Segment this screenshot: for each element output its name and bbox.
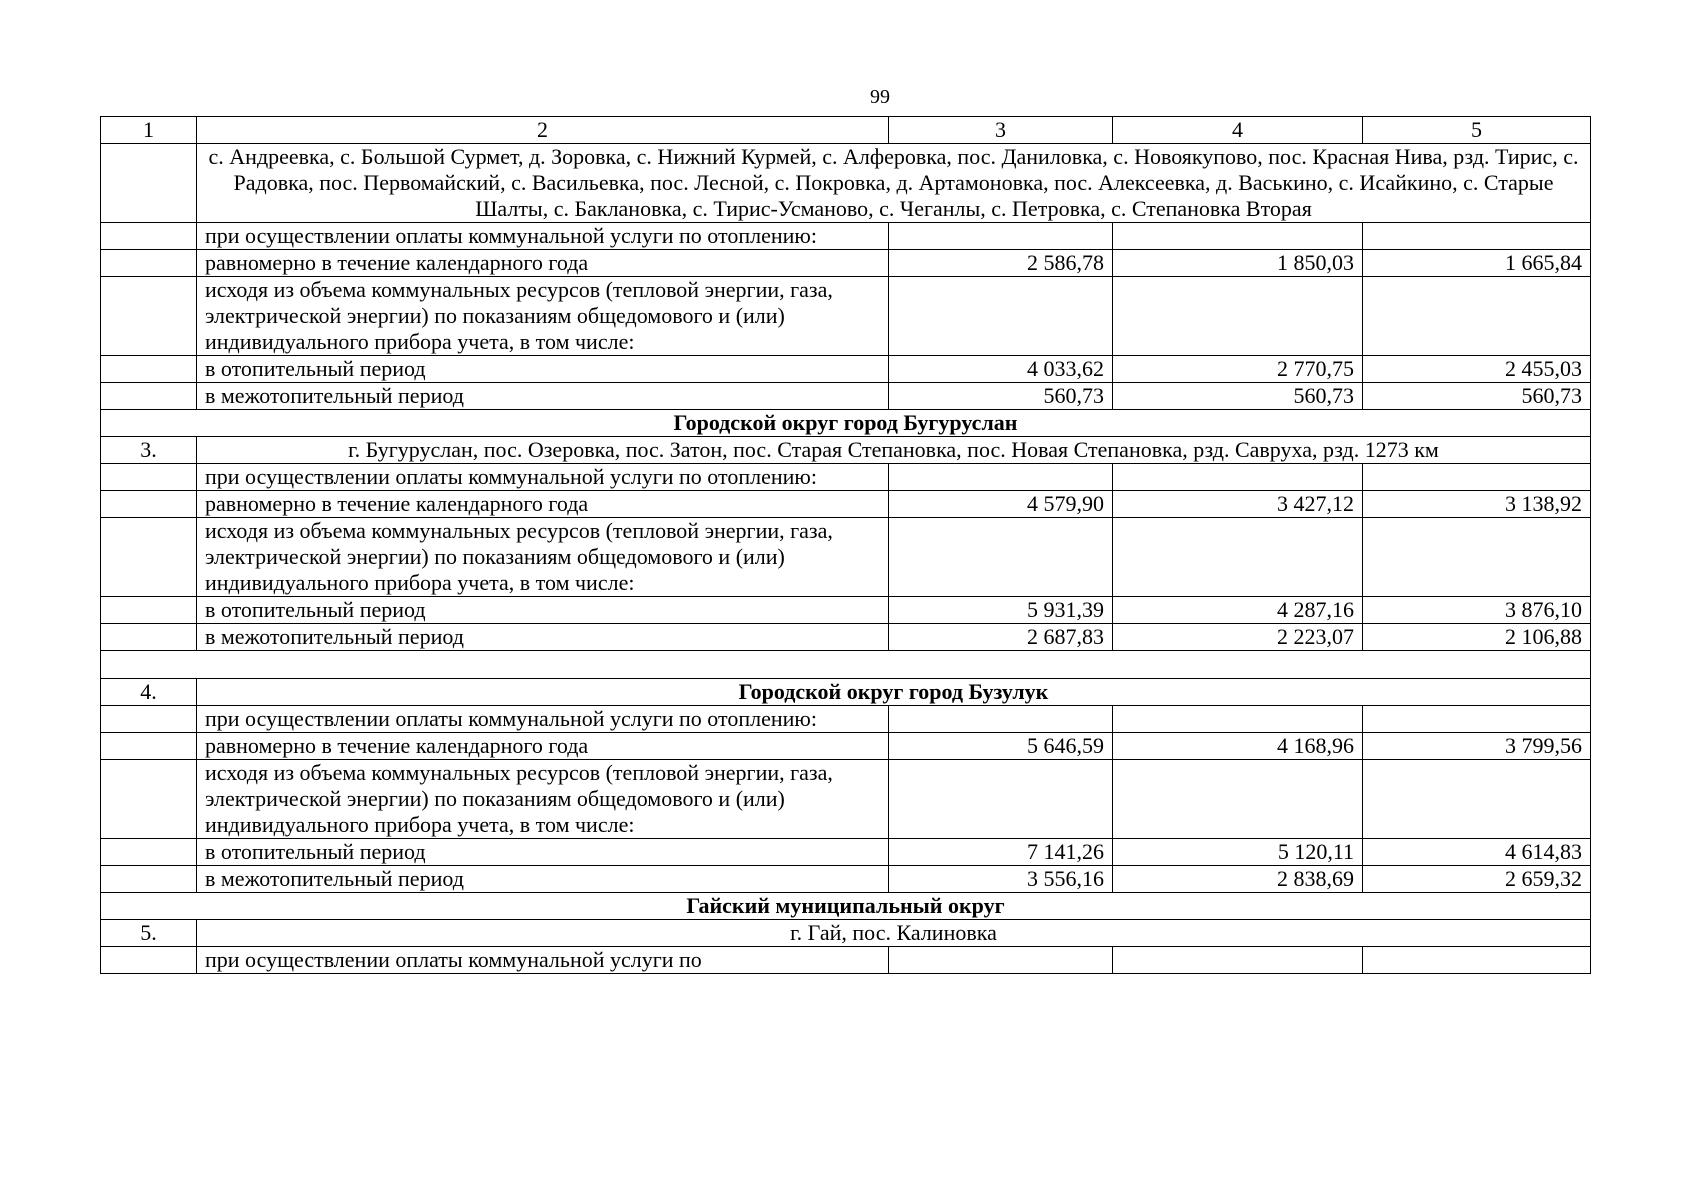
row-number-cell [101, 491, 197, 518]
settlements-list: г. Бугуруслан, пос. Озеровка, пос. Затон, пос. Старая Степановка, пос. Новая Степановка, рзд. Савруха, рзд. 1273 км [197, 437, 1591, 464]
table-row [101, 491, 1591, 518]
off-period-label: в межотопительный период [197, 624, 889, 651]
value-cell [1113, 760, 1363, 839]
value-cell [1363, 464, 1591, 491]
value-cell [1363, 223, 1591, 250]
value-col-5: 3 799,56 [1363, 733, 1591, 760]
heating-period-label: в отопительный период [197, 839, 889, 866]
value-cell [1113, 277, 1363, 356]
volume-label: исходя из объема коммунальных ресурсов (тепловой энергии, газа, электрической энергии) по показаниям общедомового и (или) индивидуального прибора учета, в том числе: [197, 277, 889, 356]
value-col-3: 7 141,26 [889, 839, 1113, 866]
value-cell [889, 277, 1113, 356]
blank-cell [101, 651, 1591, 679]
value-col-4: 5 120,11 [1113, 839, 1363, 866]
value-col-3: 2 586,78 [889, 250, 1113, 277]
value-col-4: 2 838,69 [1113, 866, 1363, 893]
row-number-cell: 4. [101, 679, 197, 706]
value-col-4: 4 168,96 [1113, 733, 1363, 760]
table-row [101, 464, 1591, 491]
header-col-1: 1 [101, 117, 197, 144]
table-row [101, 920, 1591, 947]
row-number-cell [101, 947, 197, 974]
value-col-3: 5 931,39 [889, 597, 1113, 624]
table-row [101, 518, 1591, 597]
table-row [101, 437, 1591, 464]
table-row [101, 839, 1591, 866]
value-col-5: 2 659,32 [1363, 866, 1591, 893]
evenly-label: равномерно в течение календарного года [197, 491, 889, 518]
heating-payment-label: при осуществлении оплаты коммунальной услуги по отоплению: [197, 464, 889, 491]
table-row [101, 277, 1591, 356]
row-number-cell [101, 250, 197, 277]
value-cell [1113, 518, 1363, 597]
page-number: 99 [870, 86, 890, 108]
row-number-cell [101, 733, 197, 760]
table-row [101, 866, 1591, 893]
evenly-label: равномерно в течение календарного года [197, 250, 889, 277]
value-col-4: 4 287,16 [1113, 597, 1363, 624]
blank-row [101, 651, 1591, 679]
row-number-cell [101, 144, 197, 223]
volume-label: исходя из объема коммунальных ресурсов (тепловой энергии, газа, электрической энергии) по показаниям общедомового и (или) индивидуального прибора учета, в том числе: [197, 760, 889, 839]
value-col-3: 5 646,59 [889, 733, 1113, 760]
row-number-cell [101, 383, 197, 410]
value-col-3: 4 033,62 [889, 356, 1113, 383]
table-row [101, 624, 1591, 651]
value-cell [889, 464, 1113, 491]
row-number-cell: 5. [101, 920, 197, 947]
row-number-cell [101, 223, 197, 250]
row-number-cell: 3. [101, 437, 197, 464]
row-number-cell [101, 464, 197, 491]
row-number-cell [101, 597, 197, 624]
heating-payment-label: при осуществлении оплаты коммунальной услуги по отоплению: [197, 706, 889, 733]
value-cell [889, 947, 1113, 974]
table-row [101, 383, 1591, 410]
table-row [101, 250, 1591, 277]
value-cell [1113, 223, 1363, 250]
table-row [101, 223, 1591, 250]
heating-payment-label: при осуществлении оплаты коммунальной услуги по отоплению: [197, 223, 889, 250]
district-heading-buguruslan: Городской округ город Бугуруслан [101, 410, 1591, 437]
table-row [101, 706, 1591, 733]
value-cell [1363, 706, 1591, 733]
row-number-cell [101, 706, 197, 733]
value-cell [1113, 947, 1363, 974]
value-col-3: 560,73 [889, 383, 1113, 410]
header-col-3: 3 [889, 117, 1113, 144]
tariff-table [100, 116, 1591, 974]
row-number-cell [101, 356, 197, 383]
value-col-4: 2 223,07 [1113, 624, 1363, 651]
value-col-5: 3 138,92 [1363, 491, 1591, 518]
value-col-4: 2 770,75 [1113, 356, 1363, 383]
header-col-4: 4 [1113, 117, 1363, 144]
row-number-cell [101, 760, 197, 839]
row-number-cell [101, 866, 197, 893]
table-row [101, 733, 1591, 760]
table-row [101, 356, 1591, 383]
district-row [101, 679, 1591, 706]
value-cell [1363, 277, 1591, 356]
value-col-4: 560,73 [1113, 383, 1363, 410]
district-heading-gai: Гайский муниципальный округ [101, 893, 1591, 920]
table-row [101, 597, 1591, 624]
settlements-list: г. Гай, пос. Калиновка [197, 920, 1591, 947]
value-cell [889, 706, 1113, 733]
district-heading-buzuluk: Городской округ город Бузулук [197, 679, 1591, 706]
row-number-cell [101, 839, 197, 866]
district-row [101, 410, 1591, 437]
value-cell [889, 760, 1113, 839]
value-cell [1363, 760, 1591, 839]
value-col-3: 2 687,83 [889, 624, 1113, 651]
table-row [101, 144, 1591, 223]
table-row [101, 947, 1591, 974]
evenly-label: равномерно в течение календарного года [197, 733, 889, 760]
value-col-3: 4 579,90 [889, 491, 1113, 518]
row-number-cell [101, 277, 197, 356]
value-col-5: 3 876,10 [1363, 597, 1591, 624]
value-col-5: 560,73 [1363, 383, 1591, 410]
value-col-5: 1 665,84 [1363, 250, 1591, 277]
value-col-3: 3 556,16 [889, 866, 1113, 893]
heating-payment-label: при осуществлении оплаты коммунальной услуги по [197, 947, 889, 974]
value-cell [1113, 464, 1363, 491]
header-col-2: 2 [197, 117, 889, 144]
row-number-cell [101, 624, 197, 651]
value-cell [889, 518, 1113, 597]
settlements-list: с. Андреевка, с. Большой Сурмет, д. Зоровка, с. Нижний Курмей, с. Алферовка, пос. Даниловка, с. Новоякупово, пос. Красная Нива, рзд. Тирис, с. Радовка, пос. Первомайский, с. Васильевка, пос. Лесной, с. Покровка, д. Артамоновка, пос. Алексеевка, д. Васькино, с. Исайкино, с. Старые Шалты, с. Баклановка, с. Тирис-Усманово, с. Чеганлы, с. Петровка, с. Степановка Вторая [197, 144, 1591, 223]
header-col-5: 5 [1363, 117, 1591, 144]
row-number-cell [101, 518, 197, 597]
off-period-label: в межотопительный период [197, 383, 889, 410]
value-cell [889, 223, 1113, 250]
heating-period-label: в отопительный период [197, 356, 889, 383]
heating-period-label: в отопительный период [197, 597, 889, 624]
off-period-label: в межотопительный период [197, 866, 889, 893]
value-col-5: 4 614,83 [1363, 839, 1591, 866]
table-header-row [101, 117, 1591, 144]
value-cell [1363, 947, 1591, 974]
value-col-5: 2 106,88 [1363, 624, 1591, 651]
district-row [101, 893, 1591, 920]
value-cell [1113, 706, 1363, 733]
value-cell [1363, 518, 1591, 597]
value-col-4: 1 850,03 [1113, 250, 1363, 277]
table-row [101, 760, 1591, 839]
volume-label: исходя из объема коммунальных ресурсов (тепловой энергии, газа, электрической энергии) по показаниям общедомового и (или) индивидуального прибора учета, в том числе: [197, 518, 889, 597]
value-col-5: 2 455,03 [1363, 356, 1591, 383]
value-col-4: 3 427,12 [1113, 491, 1363, 518]
